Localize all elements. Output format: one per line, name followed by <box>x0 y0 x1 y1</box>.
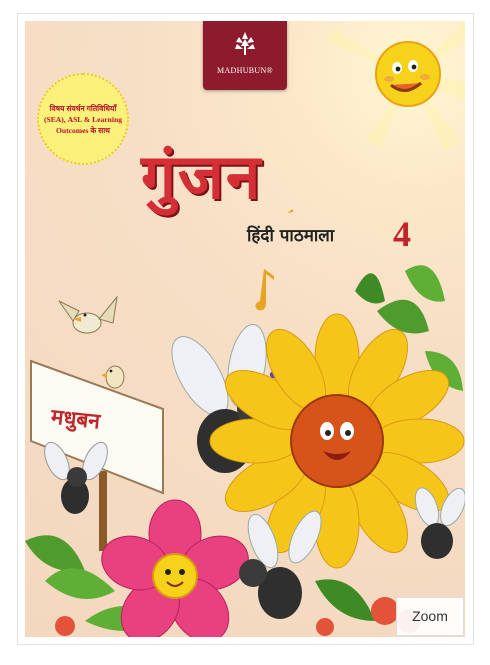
publisher-banner <box>203 21 287 90</box>
badge-text: विषय संवर्धन गतिविधियाँ (SEA), ASL & Learning Outcomes के साथ <box>43 103 123 135</box>
book-subtitle: हिंदी पाठमाला <box>247 226 335 246</box>
tree-logo-icon <box>233 31 257 57</box>
sign-board-text: मधुबन <box>49 404 102 434</box>
publisher-name: MADHUBUN® <box>217 66 273 75</box>
book-cover-image[interactable] <box>25 21 465 637</box>
bird-perched <box>101 366 124 388</box>
grade-number: 4 <box>393 214 411 254</box>
zoom-button[interactable]: Zoom <box>396 597 464 636</box>
book-title: गुंजन <box>141 140 263 213</box>
bird-flying <box>59 297 117 333</box>
features-badge <box>37 73 129 165</box>
sun-character <box>376 42 440 106</box>
